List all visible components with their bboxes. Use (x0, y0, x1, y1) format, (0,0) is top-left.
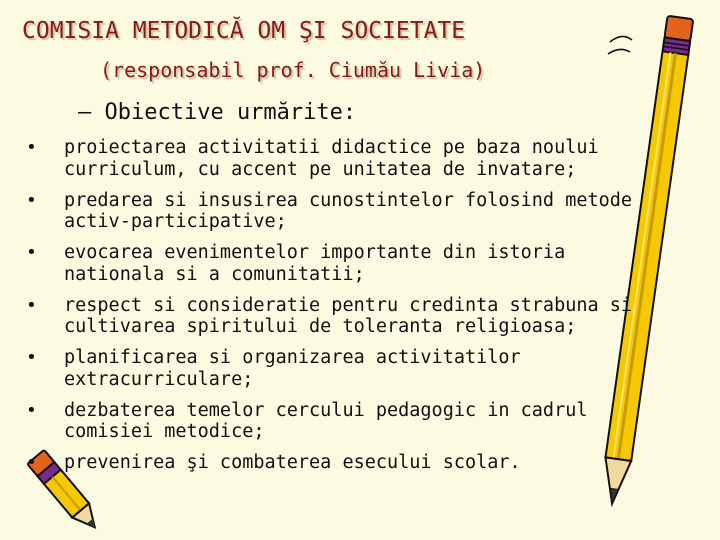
bullet-icon: • (26, 242, 37, 263)
list-item (18, 242, 708, 285)
objectives-list (18, 137, 708, 483)
list-item-text: prevenirea şi combaterea esecului scolar. (64, 452, 521, 473)
section-heading: – Obiective urmărite: (78, 100, 357, 125)
bullet-icon: • (26, 189, 37, 211)
list-item (18, 190, 708, 233)
list-item (18, 137, 708, 180)
bullet-icon: • (26, 137, 37, 158)
list-item (18, 452, 708, 474)
list-item-text: predarea si insusirea cunostintelor folosind metode activ-participative; (64, 189, 633, 232)
list-item (18, 347, 708, 390)
list-item (18, 295, 708, 338)
list-item-text: respect si consideratie pentru credinta strabuna si cultivarea spiritului de toleranta religioasa; (64, 294, 633, 337)
list-item (18, 400, 708, 443)
list-item-text: proiectarea activitatii didactice pe baza noului curriculum, cu accent pe unitatea de invatare; (64, 137, 599, 180)
list-item-text: evocarea evenimentelor importante din istoria nationala si a comunitatii; (64, 242, 566, 285)
bullet-icon: • (26, 347, 37, 368)
slide-subtitle: (responsabil prof. Ciumău Livia) (100, 58, 486, 82)
bullet-icon: • (26, 452, 37, 473)
bullet-icon: • (26, 294, 37, 316)
list-item-text: planificarea si organizarea activitatilor extracurriculare; (64, 347, 521, 390)
bullet-icon: • (26, 399, 37, 421)
list-item-text: dezbaterea temelor cercului pedagogic in cadrul comisiei metodice; (64, 399, 588, 442)
slide-title: COMISIA METODICĂ OM ŞI SOCIETATE (22, 18, 466, 44)
